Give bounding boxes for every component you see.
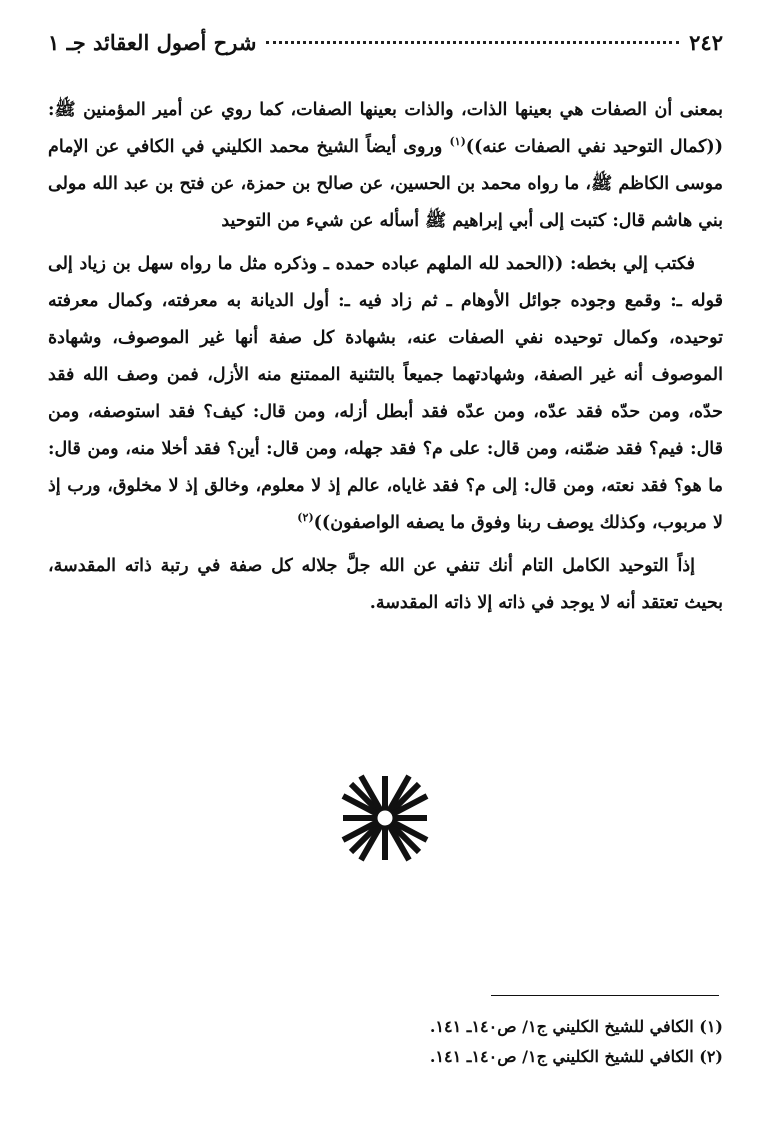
paragraph-1-text: بمعنى أن الصفات هي بعينها الذات، والذات بعينها الصفات، كما روي عن أمير المؤمنين ﷺ: ((كمال التوحيد نفي الصفات عنه))	[48, 100, 723, 157]
footnote-separator	[491, 995, 719, 996]
paragraph-3-text: إذاً التوحيد الكامل التام أنك تنفي عن الله جلَّ جلاله كل صفة في رتبة ذاته المقدسة، بحيث تعتقد أنه لا يوجد في ذاته إلا ذاته المقدسة.	[48, 556, 723, 613]
footnote-ref-2: (٢)	[297, 511, 314, 525]
footnote-2: (٢) الكافي للشيخ الكليني ج١/ ص١٤٠ـ ١٤١.	[429, 1047, 723, 1066]
footnote-ref-1: (١)	[449, 135, 466, 149]
dotted-leader	[266, 41, 679, 44]
paragraph-3	[48, 548, 723, 622]
running-header	[48, 30, 723, 64]
paragraph-1	[48, 92, 723, 240]
paragraph-2-text: فكتب إلي بخطه: ((الحمد لله الملهم عباده حمده ـ وذكره مثل ما رواه سهل بن زياد إلى قوله ـ: وقمع وجوده جوائل الأوهام ـ ثم زاد فيه ـ: أول الديانة به معرفته، وكمال معرفته توحيده، وكمال توحيده نفي الصفات عنه، بشهادة كل صفة أنها غير الموصوف، وشهادة الموصوف أنه غير الصفة، وشهادتهما جميعاً بالتثنية الممتنع منه الأزل، فمن وصف الله فقد حدّه، ومن حدّه فقد عدّه، ومن عدّه فقد أبطل أزله، ومن قال: كيف؟ فقد استوصفه، ومن قال: فيم؟ فقد ضمّنه، ومن قال: على م؟ فقد جهله، ومن قال: أين؟ فقد أخلا منه، ومن قال: ما هو؟ فقد نعته، ومن قال: إلى م؟ فقد غاياه، عالم إذ لا معلوم، وخالق إذ لا مخلوق، ورب إذ لا مربوب، وكذلك يوصف ربنا وفوق ما يصفه الواصفون))	[48, 254, 723, 533]
paragraph-2	[48, 246, 723, 542]
book-title: شرح أصول العقائد جـ ١	[48, 30, 257, 55]
page-number: ٢٤٢	[689, 30, 723, 55]
body-text	[48, 92, 723, 628]
star-burst-ornament-icon	[339, 772, 431, 864]
footnotes	[48, 1012, 723, 1072]
paragraph-1-tail: وروى أيضاً الشيخ محمد الكليني في الكافي عن الإمام موسى الكاظم ﷺ، ما رواه محمد بن الحسين، عن صالح بن حمزة، عن فتح بن عبد الله مولى بني هاشم قال: كتبت إلى أبي إبراهيم ﷺ أسأله عن شيء من التوحيد	[48, 137, 723, 231]
footnote-1: (١) الكافي للشيخ الكليني ج١/ ص١٤٠ـ ١٤١.	[429, 1017, 723, 1036]
